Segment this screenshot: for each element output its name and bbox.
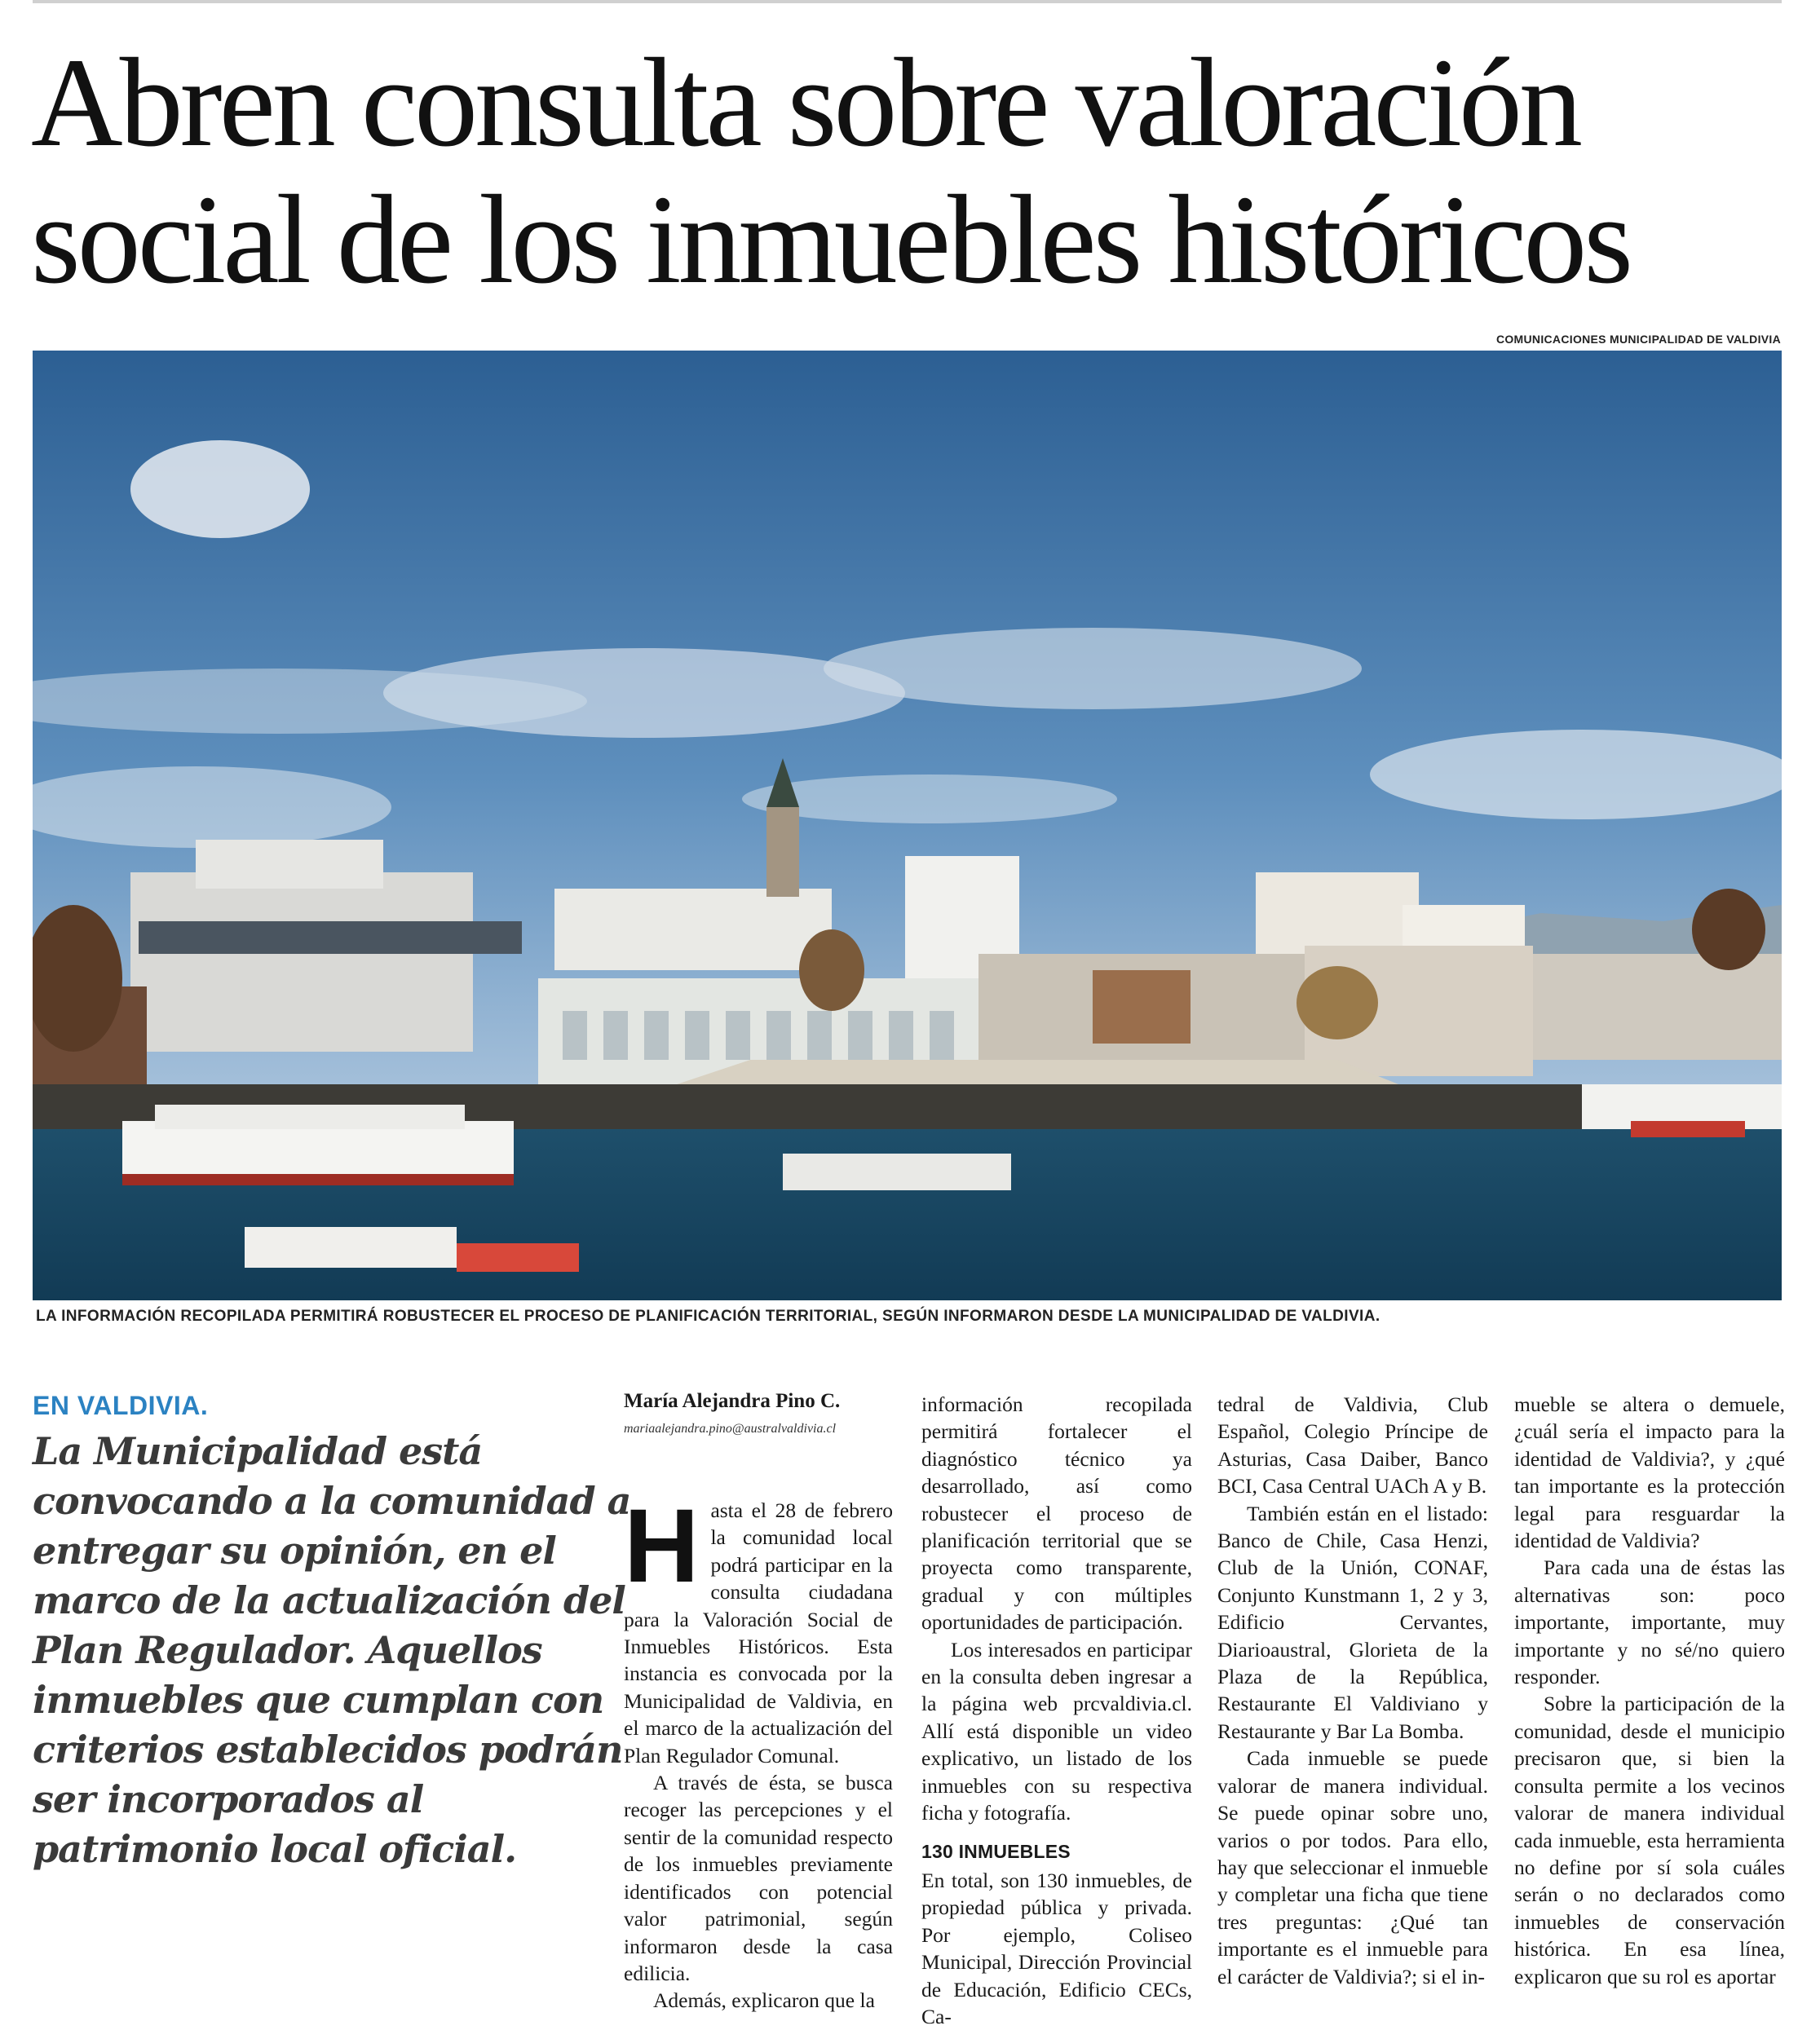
- headline: [31, 34, 1792, 308]
- byline-email[interactable]: mariaalejandra.pino@australvaldivia.cl: [624, 1422, 837, 1436]
- byline-author: María Alejandra Pino C.: [624, 1390, 841, 1412]
- body-paragraph: Cada inmueble se puede valorar de manera individual. Se puede opinar sobre uno, varios o por todos. Para ello, hay que seleccionar el inmueble y completar una ficha que tiene tres preguntas: ¿Qué tan importante es el inmueble para el carácter de Valdivia?; si el in-: [1217, 1746, 1488, 1988]
- lede-line: entregar su opinión, en el: [33, 1529, 556, 1573]
- body-column-3: [1217, 1391, 1488, 1990]
- body-paragraph: tedral de Valdivia, Club Español, Colegio Príncipe de Asturias, Casa Daiber, Banco BCI, Casa Central UACh A y B.: [1217, 1392, 1488, 1498]
- lede-kicker: EN VALDIVIA.: [33, 1391, 209, 1420]
- lede-line: marco de la actualización del: [33, 1578, 625, 1622]
- lede-line: ser incorporados al: [33, 1777, 424, 1821]
- body-column-4: [1514, 1391, 1785, 1990]
- body-paragraph: Para cada una de éstas las alternativas son: poco importante, importante, muy importante y no sé/no quiero responder.: [1514, 1556, 1785, 1689]
- headline-line-1: Abren consulta sobre valoración: [31, 32, 1579, 173]
- body-column-1: [624, 1488, 893, 2015]
- lede-line: La Municipalidad está: [33, 1429, 483, 1473]
- body-paragraph: información recopilada permitirá fortalecer el diagnóstico técnico ya desarrollado, así como robustecer el proceso de planificación territorial que se proyecta como transparente, gradual y con múltiples oportunidades de participación.: [921, 1392, 1192, 1635]
- body-paragraph: [624, 1488, 893, 1769]
- lede-line: inmuebles que cumplan con: [33, 1678, 604, 1722]
- lede-line: patrimonio local oficial.: [33, 1827, 517, 1871]
- lede-line: Plan Regulador. Aquellos: [33, 1628, 542, 1672]
- harbor-photo: [33, 351, 1782, 1300]
- body-paragraph: A través de ésta, se busca recoger las percepciones y el sentir de la comunidad respecto de los inmuebles previamente identificados con potencial valor patrimonial, según informaron desde la casa edilicia.: [624, 1771, 893, 1985]
- body-paragraph: También están en el listado: Banco de Chile, Casa Henzi, Club de la Unión, CONAF, Conjunto Kunstmann 1, 2 y 3, Edificio Cervantes, Diarioaustral, Glorieta de la Plaza de la República, Restaurante El Valdiviano y Restaurante y Bar La Bomba.: [1217, 1501, 1488, 1743]
- body-text: asta el 28 de febrero la comunidad local podrá participar en la consulta ciudadana para la Valoración Social de Inmuebles Históricos. Esta instancia es convocada por la Municipalidad de Valdivia, en el marco de la actualización del Plan Regulador Comunal.: [624, 1498, 893, 1767]
- body-paragraph: Los interesados en participar en la consulta deben ingresar a la página web prcvaldivia.cl. Allí está disponible un video explicativo, un listado de los inmuebles con su respectiva ficha y fotografía.: [921, 1637, 1192, 1825]
- lede-line: criterios establecidos podrán: [33, 1728, 623, 1772]
- headline-line-2: social de los inmuebles históricos: [31, 169, 1631, 310]
- photo-credit: COMUNICACIONES MUNICIPALIDAD DE VALDIVIA: [1495, 333, 1781, 346]
- body-paragraph: Además, explicaron que la: [653, 1988, 875, 2013]
- body-paragraph: En total, son 130 inmuebles, de propiedad pública y privada. Por ejemplo, Coliseo Municipal, Dirección Provincial de Educación, Edificio CECs, Ca-: [921, 1868, 1192, 2028]
- lede: [33, 1427, 631, 1874]
- body-paragraph: Sobre la participación de la comunidad, desde el municipio precisaron que, si bien la consulta permite a los vecinos valorar de manera individual cada inmueble, esta herramienta no define por sí sola cuáles serán o no declarados como inmuebles de conservación histórica. En esa línea, explicaron que su rol es aportar: [1514, 1692, 1785, 1988]
- body-paragraph: mueble se altera o demuele, ¿cuál sería el impacto para la identidad de Valdivia?, y ¿qué tan importante es la protección legal para resguardar la identidad de Valdivia?: [1514, 1392, 1785, 1553]
- photo-caption: LA INFORMACIÓN RECOPILADA PERMITIRÁ ROBUSTECER EL PROCESO DE PLANIFICACIÓN TERRITORIAL, SEGÚN INFORMARON DESDE LA MUNICIPALIDAD DE VALDIVIA.: [36, 1308, 1380, 1325]
- lede-line: convocando a la comunidad a: [33, 1479, 631, 1523]
- body-column-2: [921, 1391, 1192, 2030]
- top-rule: [33, 0, 1782, 3]
- subhead: 130 INMUEBLES: [921, 1840, 1071, 1862]
- drop-cap: H: [624, 1488, 700, 1604]
